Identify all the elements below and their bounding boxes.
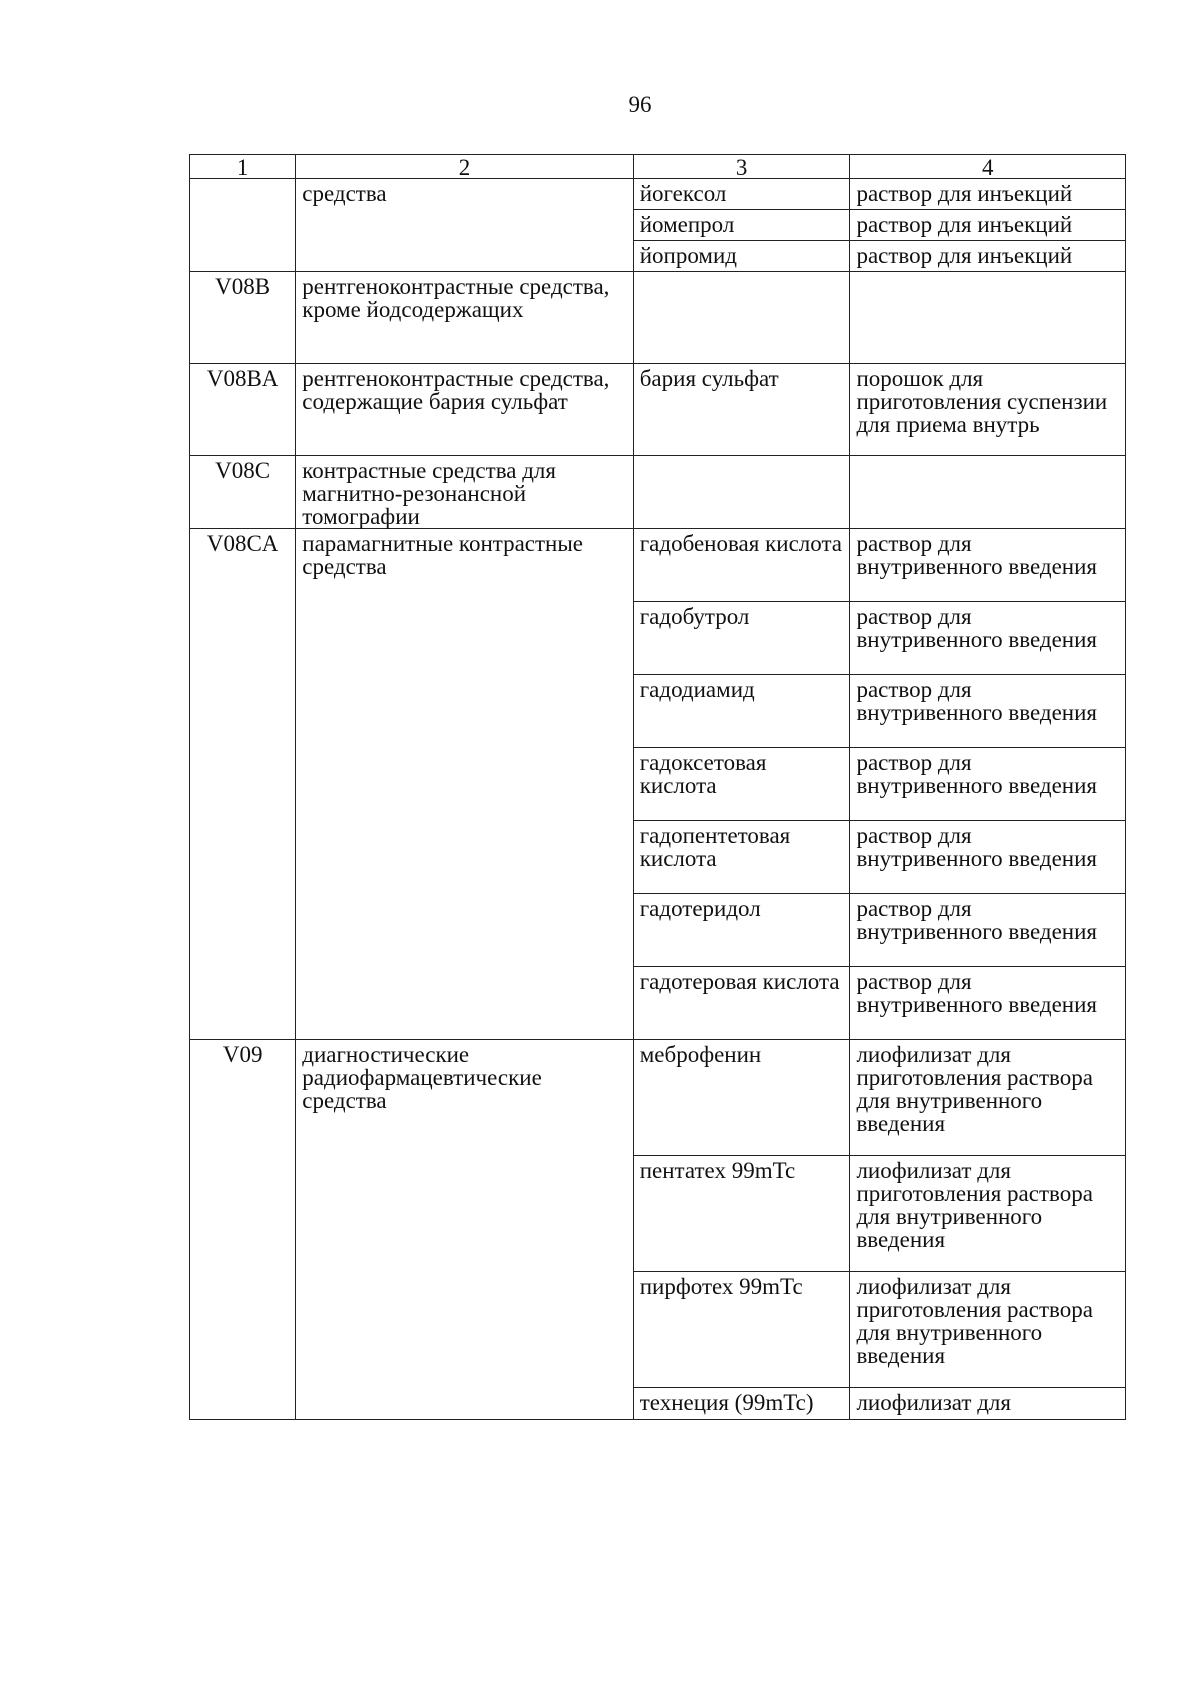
drug-name-cell: гадодиамид [633, 675, 850, 748]
dosage-form-cell: лиофилизат для приготовления раствора для внутривенного введения [850, 1040, 1126, 1156]
drug-name-cell: гадобеновая кислота [633, 529, 850, 602]
table-row [190, 456, 1126, 529]
group-name-cell: рентгеноконтрастные средства, кроме йодсодержащих [296, 272, 633, 364]
group-name-cell: средства [296, 179, 633, 272]
group-name-cell: контрастные средства для магнитно-резонансной томографии [296, 456, 633, 529]
group-name-cell: рентгеноконтрастные средства, содержащие бария сульфат [296, 364, 633, 456]
table-row [190, 1040, 1126, 1156]
table-row [190, 529, 1126, 602]
dosage-form-cell: раствор для внутривенного введения [850, 748, 1126, 821]
drug-name-cell: технеция (99mTc) [633, 1388, 850, 1420]
column-header: 1 [190, 155, 296, 179]
dosage-form-cell: лиофилизат для приготовления раствора для внутривенного введения [850, 1156, 1126, 1272]
dosage-form-cell: раствор для внутривенного введения [850, 675, 1126, 748]
drug-name-cell: гадотеридол [633, 894, 850, 967]
atc-code-cell: V08CA [190, 529, 296, 1040]
drug-name-cell [633, 456, 850, 529]
drug-name-cell: гадопентетовая кислота [633, 821, 850, 894]
drug-name-cell: бария сульфат [633, 364, 850, 456]
atc-code-cell: V08C [190, 456, 296, 529]
group-name-cell: парамагнитные контрастные средства [296, 529, 633, 1040]
page-number: 96 [628, 92, 652, 117]
atc-code-cell: V09 [190, 1040, 296, 1420]
drug-name-cell: меброфенин [633, 1040, 850, 1156]
dosage-form-cell: лиофилизат для приготовления раствора для внутривенного введения [850, 1272, 1126, 1388]
column-header: 2 [296, 155, 633, 179]
dosage-form-cell [850, 456, 1126, 529]
dosage-form-cell: раствор для инъекций [850, 179, 1126, 210]
table-header-row [190, 155, 1126, 179]
dosage-form-cell: раствор для внутривенного введения [850, 967, 1126, 1040]
dosage-form-cell: порошок для приготовления суспензии для приема внутрь [850, 364, 1126, 456]
drug-name-cell: гадоксетовая кислота [633, 748, 850, 821]
dosage-form-cell: раствор для инъекций [850, 241, 1126, 272]
table-row [190, 179, 1126, 210]
column-header: 4 [850, 155, 1126, 179]
drug-table [189, 154, 1126, 1420]
group-name-cell: диагностические радиофармацевтические средства [296, 1040, 633, 1420]
drug-name-cell: пентатех 99mTc [633, 1156, 850, 1272]
drug-name-cell [633, 272, 850, 364]
column-header: 3 [633, 155, 850, 179]
drug-name-cell: йопромид [633, 241, 850, 272]
atc-code-cell: V08B [190, 272, 296, 364]
atc-code-cell: V08BA [190, 364, 296, 456]
drug-name-cell: йомепрол [633, 210, 850, 241]
table-row [190, 272, 1126, 364]
dosage-form-cell: раствор для внутривенного введения [850, 529, 1126, 602]
drug-name-cell: гадотеровая кислота [633, 967, 850, 1040]
dosage-form-cell: раствор для внутривенного введения [850, 894, 1126, 967]
dosage-form-cell: раствор для внутривенного введения [850, 602, 1126, 675]
table-row [190, 364, 1126, 456]
dosage-form-cell: раствор для внутривенного введения [850, 821, 1126, 894]
drug-name-cell: пирфотех 99mTc [633, 1272, 850, 1388]
dosage-form-cell [850, 272, 1126, 364]
atc-code-cell [190, 179, 296, 272]
dosage-form-cell: раствор для инъекций [850, 210, 1126, 241]
drug-name-cell: гадобутрол [633, 602, 850, 675]
dosage-form-cell: лиофилизат для [850, 1388, 1126, 1420]
drug-name-cell: йогексол [633, 179, 850, 210]
